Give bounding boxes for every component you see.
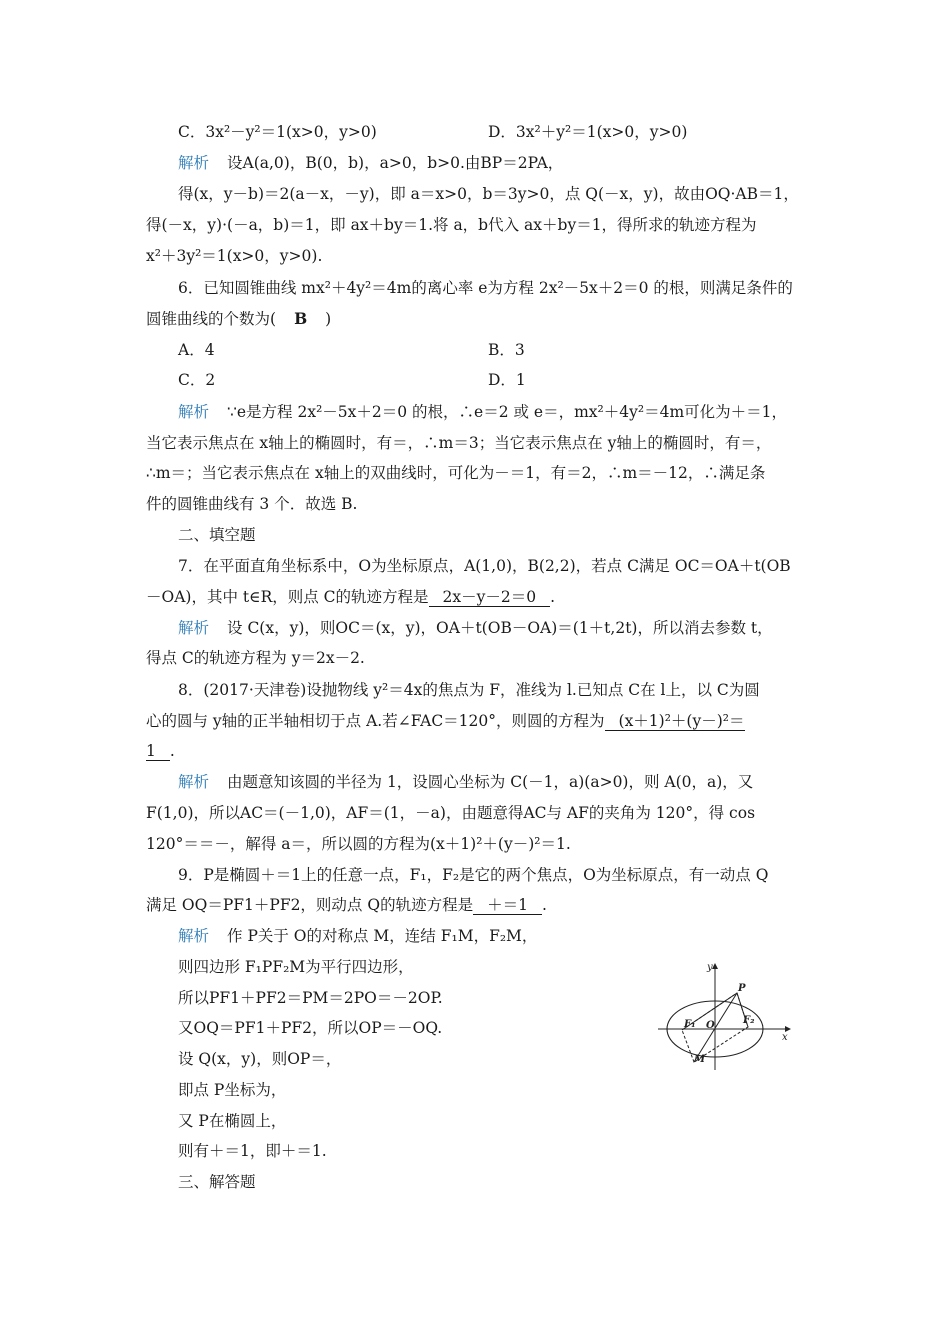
q5-solution-line3: 得(－x，y)·(－a，b)＝1，即 ax＋by＝1.将 a，b代入 ax＋by＝1，得所求的轨迹方程为 (146, 216, 757, 234)
q9-stem-line1: 9．P是椭圆＋＝1上的任意一点，F₁，F₂是它的两个焦点，O为坐标原点，有一动点 Q (178, 866, 769, 884)
q6-stem-line1: 6．已知圆锥曲线 mx²＋4y²＝4m的离心率 e为方程 2x²－5x＋2＝0 的根，则满足条件的 (178, 279, 793, 297)
q9-solution-line4: 又OQ＝PF1＋PF2，所以OP＝－OQ. (178, 1019, 443, 1037)
q5-solution-line2: 得(x，y－b)＝2(a－x，－y)，即 a＝x>0，b＝3y>0，点 Q(－x，y)，故由OQ·AB＝1， (178, 185, 799, 203)
q7-stem-line1: 7．在平面直角坐标系中，O为坐标原点，A(1,0)，B(2,2)，若点 C满足 OC＝OA＋t(OB (178, 557, 791, 575)
q6-solution-line1 (178, 402, 787, 422)
q5-solution-line4: x²＋3y²＝1(x>0，y>0). (146, 247, 323, 265)
q6-answer: B (294, 309, 308, 328)
q8-solution-line3: 120°＝＝－，解得 a＝，所以圆的方程为(x＋1)²＋(y－)²＝1. (146, 835, 571, 853)
q7-solution-text1: 设 C(x，y)，则OC＝(x，y)，OA＋t(OB－OA)＝(1＋t,2t)，所以消去参数 t， (227, 619, 773, 637)
q9-solution-text1: 作 P关于 O的对称点 M，连结 F₁M，F₂M， (227, 927, 538, 945)
q7-stem-end: . (550, 588, 556, 606)
q8-stem-line2 (146, 711, 745, 731)
q9-solution-line6: 即点 P坐标为， (178, 1081, 287, 1099)
q6-solution-text1: ∵e是方程 2x²－5x＋2＝0 的根，∴e＝2 或 e＝，mx²＋4y²＝4m可化为＋＝1， (227, 403, 788, 421)
q6-solution-line2: 当它表示焦点在 x轴上的椭圆时，有＝，∴m＝3；当它表示焦点在 y轴上的椭圆时，有＝， (146, 434, 772, 452)
q6-stem-close: ) (325, 310, 332, 328)
q6-option-d: D．1 (488, 371, 526, 389)
q6-solution-line3: ∴m＝；当它表示焦点在 x轴上的双曲线时，可化为－＝1，有＝2，∴m＝－12，∴满足条 (146, 464, 766, 482)
q8-answer-blank-part1: (x＋1)²＋(y－)²＝ (605, 712, 745, 731)
q7-stem-text: －OA)，其中 t∈R，则点 C的轨迹方程是 (146, 588, 429, 606)
q8-solution-line2: F(1,0)，所以AC＝(－1,0)，AF＝(1，－a)，由题意得AC与 AF的夹角为 120°，得 cos (146, 804, 756, 822)
q9-answer-blank: ＋＝1 (473, 896, 542, 915)
q9-solution-line3: 所以PF1＋PF2＝PM＝2PO＝－2OP. (178, 989, 443, 1007)
solution-label: 解析 (178, 154, 210, 172)
q9-solution-line7: 又 P在椭圆上， (178, 1112, 287, 1130)
solution-label: 解析 (178, 619, 210, 637)
q7-stem-line2 (146, 587, 555, 607)
label-p: P (738, 983, 746, 994)
q6-stem-line2 (146, 309, 331, 329)
q8-stem-text: 心的圆与 y轴的正半轴相切于点 A.若∠FAC＝120°，则圆的方程为 (146, 712, 605, 730)
q8-solution-text1: 由题意知该圆的半径为 1，设圆心坐标为 C(－1，a)(a>0)，则 A(0，a)，又 (227, 773, 754, 791)
label-f2: F₂ (743, 1015, 755, 1026)
q8-solution-line1 (178, 772, 753, 792)
q8-stem-end: . (169, 742, 175, 760)
q9-stem-end: . (541, 896, 547, 914)
q9-solution-line2: 则四边形 F₁PF₂M为平行四边形， (178, 958, 414, 976)
label-o: O (706, 1020, 715, 1031)
q9-solution-line5: 设 Q(x，y)，则OP＝， (178, 1050, 342, 1068)
q9-stem-text: 满足 OQ＝PF1＋PF2，则动点 Q的轨迹方程是 (146, 896, 474, 914)
q5-option-d: D．3x²＋y²＝1(x>0，y>0) (488, 123, 688, 141)
q9-solution-line1 (178, 926, 537, 946)
q9-stem-line2 (146, 895, 547, 915)
section-answer-heading: 三、解答题 (178, 1173, 256, 1191)
q6-option-a: A．4 (178, 341, 215, 359)
q6-option-c: C．2 (178, 371, 216, 389)
q8-answer-blank-part2: 1 (146, 742, 170, 761)
q6-stem-text: 圆锥曲线的个数为( (146, 310, 277, 328)
section-fill-in-heading: 二、填空题 (178, 526, 256, 544)
q7-answer-blank: 2x－y－2＝0 (429, 588, 551, 607)
q8-stem-line3 (146, 741, 175, 761)
q7-solution-line1 (178, 618, 773, 638)
solution-label: 解析 (178, 773, 210, 791)
label-x: x (782, 1032, 788, 1043)
q5-option-c: C．3x²－y²＝1(x>0，y>0) (178, 123, 377, 141)
q8-stem-line1: 8．(2017·天津卷)设抛物线 y²＝4x的焦点为 F，准线为 l.已知点 C在 l上，以 C为圆 (178, 681, 760, 699)
q5-solution-text1: 设A(a,0)，B(0，b)，a>0，b>0.由BP＝2PA， (227, 154, 564, 172)
label-f1: F₁ (684, 1019, 696, 1030)
solution-label: 解析 (178, 403, 210, 421)
label-m: M (694, 1054, 706, 1065)
solution-label: 解析 (178, 927, 210, 945)
q7-solution-line2: 得点 C的轨迹方程为 y＝2x－2. (146, 649, 365, 667)
q6-solution-line4: 件的圆锥曲线有 3 个．故选 B. (146, 495, 358, 513)
q9-solution-line8: 则有＋＝1，即＋＝1. (178, 1142, 327, 1160)
ellipse-parallelogram-figure (652, 958, 797, 1073)
q6-option-b: B．3 (488, 341, 525, 359)
label-y: y (707, 962, 713, 973)
q5-solution-line1 (178, 153, 563, 173)
